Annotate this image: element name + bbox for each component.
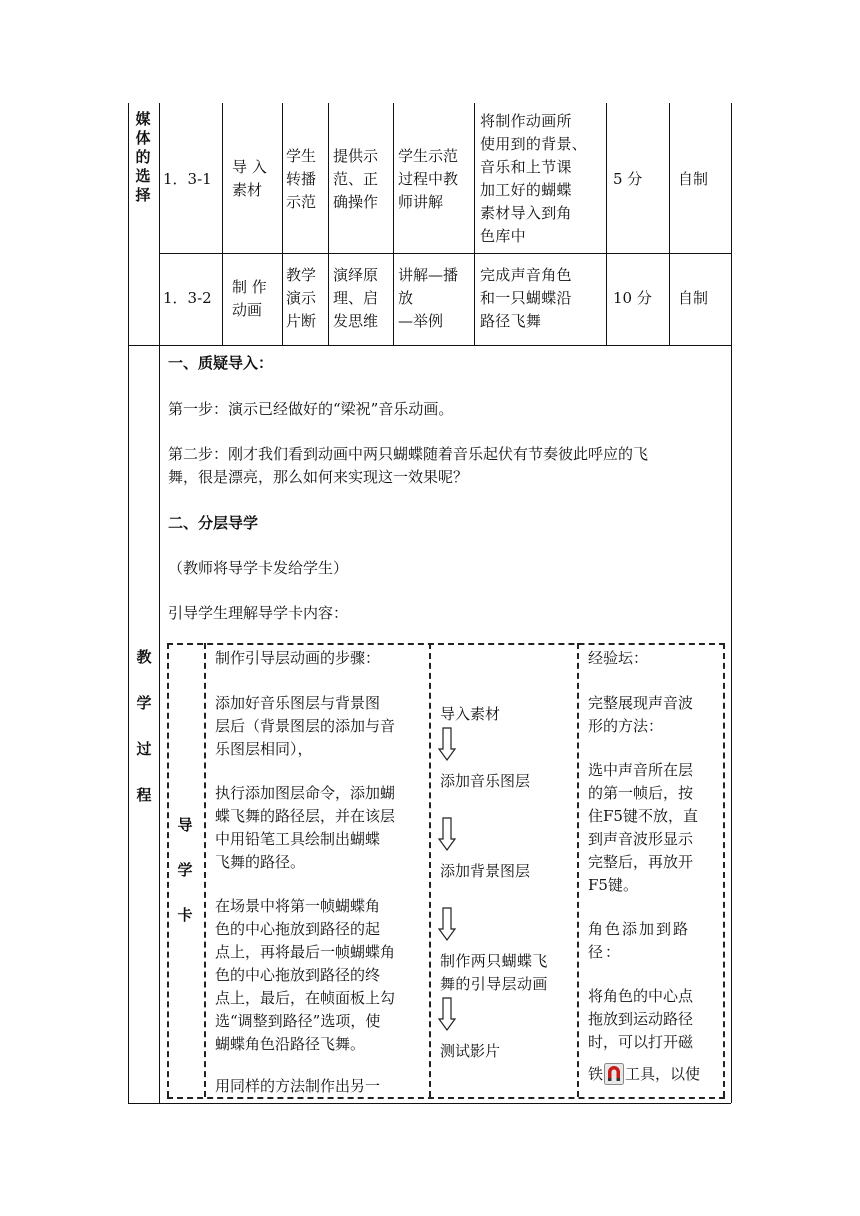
row2-time: 10 分 (613, 289, 652, 307)
flow-step: 添加音乐图层 (440, 772, 531, 790)
row1-description: 将制作动画所 使用到的背景、 音乐和上节课 加工好的蝴蝶 素材导入到角 色库中 (480, 112, 588, 245)
heading-layered-guide: 二、分层导学 (168, 514, 259, 532)
tips-paragraph: 完整展现声音波 形的方法： (588, 694, 694, 735)
steps-title: 制作引导层动画的步骤： (215, 649, 381, 667)
col-border-4 (328, 103, 329, 345)
card-label-char: 卡 (177, 906, 193, 924)
table-bottom-border (128, 1103, 731, 1104)
magnet-icon (604, 1063, 624, 1085)
tips-last-suffix: 工具，以使 (625, 1065, 701, 1083)
label-char: 体 (135, 129, 151, 147)
guide-intro: 引导学生理解导学卡内容： (168, 604, 349, 622)
col-border-3 (282, 103, 283, 345)
steps-paragraph: 用同样的方法制作出另一 (215, 1077, 381, 1095)
card-label-char: 学 (177, 861, 193, 879)
row2-method: 讲解—播 放 —举例 (398, 266, 459, 330)
tips-paragraph: 选中声音所在层 的第一帧后，按 住F5键不放，直 到声音波形显示 完整后，再放开 F5键。 (588, 761, 698, 894)
process-label-char: 程 (136, 786, 152, 804)
row2-type: 教学 演示 片断 (286, 266, 317, 330)
col-border-5 (393, 103, 394, 345)
label-char: 选 (135, 167, 151, 185)
col-border-2 (222, 103, 223, 345)
col-border-7 (606, 103, 607, 345)
row1-source: 自制 (678, 170, 709, 188)
process-label-char: 过 (136, 740, 152, 758)
media-section-label (132, 110, 156, 205)
row1-content: 导 入 素材 (232, 158, 267, 199)
col-border-6 (474, 103, 475, 345)
table-right-border (731, 103, 732, 1103)
card-label-char: 导 (177, 816, 193, 834)
step-two-line2: 舞，很是漂亮，那么如何来实现这一效果呢？ (168, 468, 469, 486)
down-arrow-icon (438, 817, 456, 851)
table-left-border (128, 103, 129, 1103)
row-divider-1 (159, 253, 731, 254)
flow-step: 制作两只蝴蝶飞 舞的引导层动画 (440, 952, 548, 993)
steps-paragraph: 执行添加图层命令，添加蝴 蝶飞舞的路径层，并在该层 中用铅笔工具绘制出蝴蝶 飞舞的路径。 (215, 784, 396, 871)
label-char: 媒 (135, 110, 151, 128)
down-arrow-icon (438, 907, 456, 941)
teacher-note: （教师将导学卡发给学生） (168, 559, 349, 577)
row2-content: 制 作 动画 (232, 278, 267, 319)
col-border-8 (669, 103, 670, 345)
row1-time: 5 分 (613, 170, 643, 188)
row2-description: 完成声音角色 和一只蝴蝶沿 路径飞舞 (480, 266, 572, 330)
row1-method: 学生示范 过程中教 师讲解 (398, 147, 459, 211)
flow-step: 测试影片 (440, 1042, 501, 1060)
row2-id: 1．3-2 (163, 289, 212, 307)
row2-source: 自制 (678, 289, 709, 307)
row2-role: 演绎原 理、启 发思维 (333, 266, 379, 330)
process-label-char: 教 (136, 648, 152, 666)
row1-role: 提供示 范、正 确操作 (333, 147, 379, 211)
step-one: 第一步：演示已经做好的“梁祝”音乐动画。 (168, 400, 454, 418)
process-label-char: 学 (136, 694, 152, 712)
row1-type: 学生 转播 示范 (286, 147, 317, 211)
down-arrow-icon (438, 727, 456, 761)
tips-paragraph: 将角色的中心点 拖放到运动路径 时，可以打开磁 (588, 987, 694, 1051)
tips-paragraph: 角色添加到路 径： (588, 920, 691, 961)
heading-questioning: 一、质疑导入： (168, 354, 274, 372)
steps-paragraph: 在场景中将第一帧蝴蝶角 色的中心拖放到路径的起 点上，再将最后一帧蝴蝶角 色的中心拖放到路径的终 点上，最后，在帧面板上勾 选“调整到路径”选项，使 蝴蝶角色沿路径飞舞。 (215, 897, 396, 1053)
down-arrow-icon (438, 997, 456, 1031)
steps-paragraph: 添加好音乐图层与背景图 层后（背景图层的添加与音 乐图层相同）， (215, 694, 396, 758)
label-char: 择 (135, 186, 151, 204)
tips-last-prefix: 铁 (588, 1065, 604, 1083)
tips-title: 经验坛： (588, 649, 649, 667)
tips-last-line (588, 1063, 722, 1086)
flow-step: 导入素材 (440, 705, 501, 723)
section-divider (128, 345, 731, 346)
row1-id: 1．3-1 (163, 170, 212, 188)
label-char: 的 (135, 148, 151, 166)
flow-step: 添加背景图层 (440, 862, 531, 880)
step-two-line1: 第二步：刚才我们看到动画中两只蝴蝶随着音乐起伏有节奏彼此呼应的飞 (168, 445, 649, 463)
